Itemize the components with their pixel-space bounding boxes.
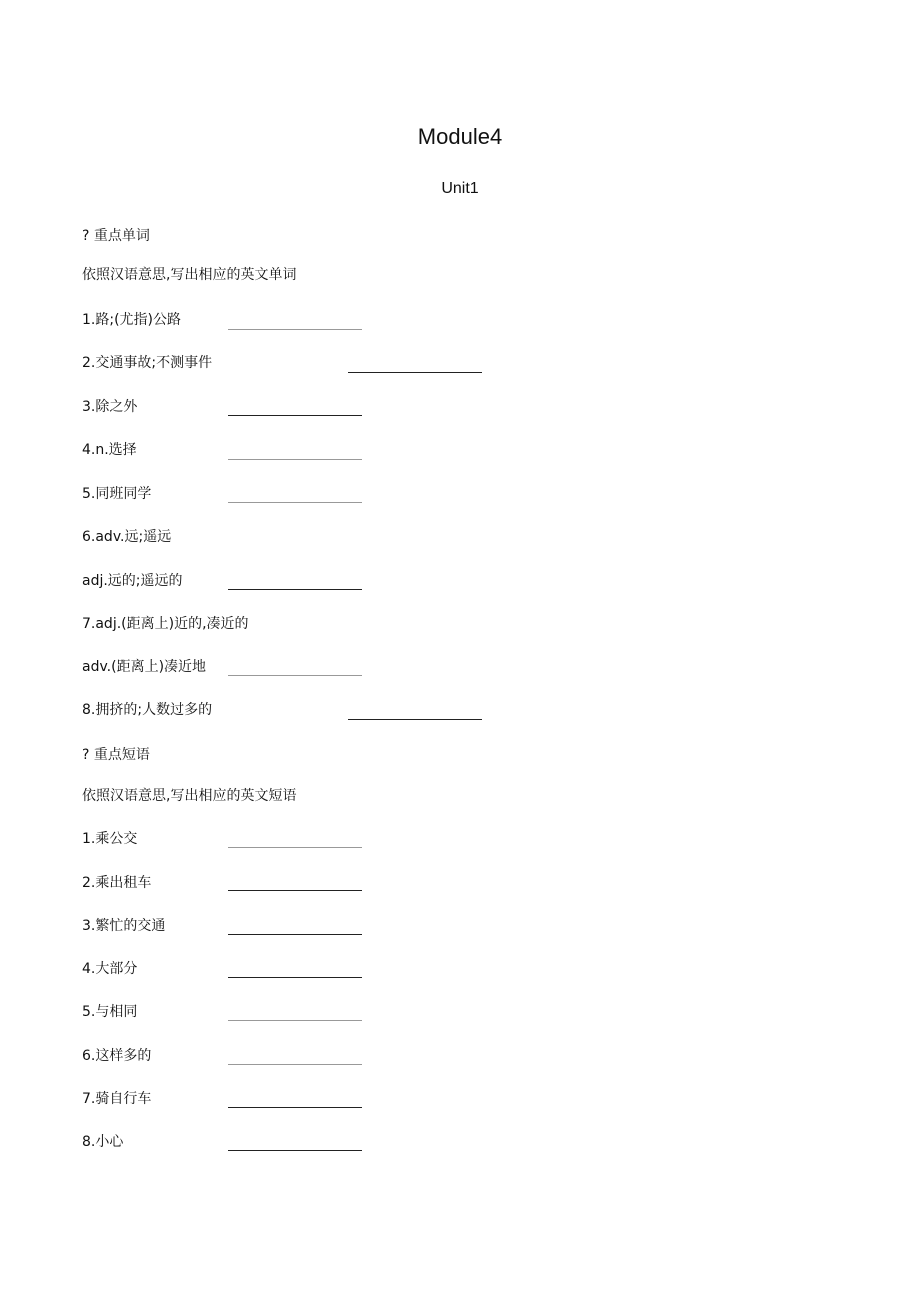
word-item-6: 6.adv.远;遥远 (82, 529, 172, 545)
word-item-8: 8.拥挤的;人数过多的 (82, 702, 213, 718)
phrases-heading: ? 重点短语 (82, 747, 150, 763)
word-item-3: 3.除之外 (82, 399, 138, 415)
phrase-item-6: 6.这样多的 (82, 1048, 152, 1064)
answer-blank-word-1[interactable] (228, 329, 362, 330)
word-item-1: 1.路;(尤指)公路 (82, 312, 181, 328)
words-instruction: 依照汉语意思,写出相应的英文单词 (82, 267, 297, 283)
phrase-item-8: 8.小心 (82, 1134, 124, 1150)
answer-blank-phrase-2[interactable] (228, 890, 362, 891)
answer-blank-word-5[interactable] (228, 502, 362, 503)
word-item-6b: adj.远的;遥远的 (82, 573, 183, 589)
answer-blank-phrase-3[interactable] (228, 934, 362, 935)
phrase-item-5: 5.与相同 (82, 1004, 138, 1020)
answer-blank-phrase-4[interactable] (228, 977, 362, 978)
answer-blank-word-7b[interactable] (228, 675, 362, 676)
answer-blank-phrase-5[interactable] (228, 1020, 362, 1021)
phrase-item-2: 2.乘出租车 (82, 875, 152, 891)
answer-blank-phrase-6[interactable] (228, 1064, 362, 1065)
answer-blank-word-2[interactable] (348, 372, 482, 373)
phrase-item-7: 7.骑自行车 (82, 1091, 152, 1107)
answer-blank-word-4[interactable] (228, 459, 362, 460)
page-title: Module4 (417, 124, 503, 149)
page-subtitle: Unit1 (441, 180, 479, 197)
answer-blank-phrase-1[interactable] (228, 847, 362, 848)
word-item-7b: adv.(距离上)凑近地 (82, 659, 207, 675)
answer-blank-word-8[interactable] (348, 719, 482, 720)
phrase-item-4: 4.大部分 (82, 961, 138, 977)
phrases-instruction: 依照汉语意思,写出相应的英文短语 (82, 788, 297, 804)
phrase-item-1: 1.乘公交 (82, 831, 138, 847)
answer-blank-phrase-7[interactable] (228, 1107, 362, 1108)
word-item-4: 4.n.选择 (82, 442, 137, 458)
word-item-7: 7.adj.(距离上)近的,凑近的 (82, 616, 249, 632)
words-heading: ? 重点单词 (82, 228, 150, 244)
phrase-item-3: 3.繁忙的交通 (82, 918, 166, 934)
word-item-2: 2.交通事故;不测事件 (82, 355, 213, 371)
answer-blank-word-3[interactable] (228, 415, 362, 416)
answer-blank-phrase-8[interactable] (228, 1150, 362, 1151)
word-item-5: 5.同班同学 (82, 486, 152, 502)
answer-blank-word-6b[interactable] (228, 589, 362, 590)
